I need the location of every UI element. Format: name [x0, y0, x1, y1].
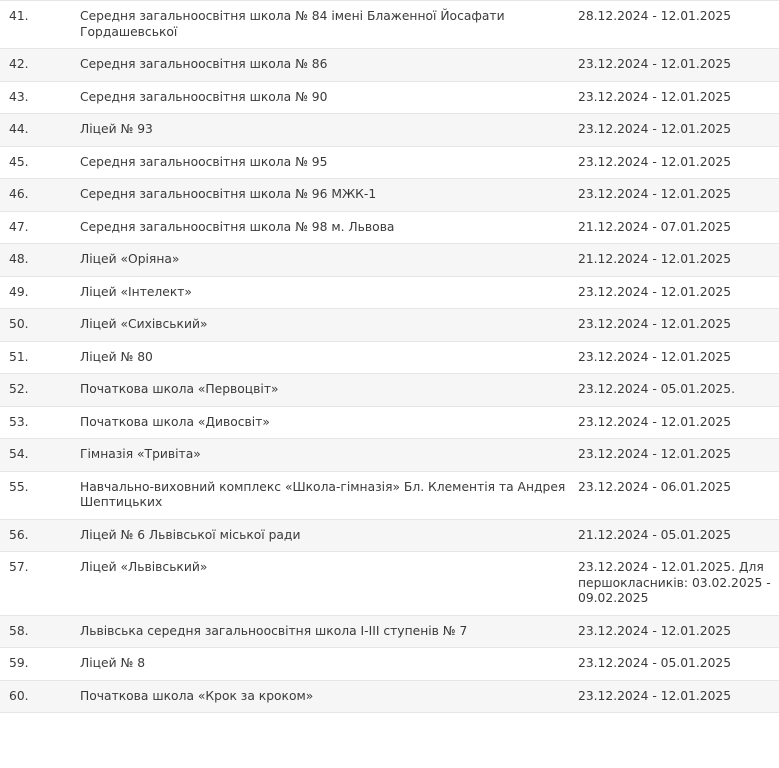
row-number: 41.: [0, 1, 80, 49]
table-row: [0, 276, 779, 309]
school-name: Ліцей «Інтелект»: [80, 276, 578, 309]
school-name: Середня загальноосвітня школа № 95: [80, 146, 578, 179]
school-name: Середня загальноосвітня школа № 90: [80, 81, 578, 114]
holiday-dates: 23.12.2024 - 12.01.2025: [578, 439, 779, 472]
table-row: [0, 179, 779, 212]
row-number: 53.: [0, 406, 80, 439]
row-number: 55.: [0, 471, 80, 519]
holiday-dates: 23.12.2024 - 12.01.2025: [578, 276, 779, 309]
holiday-dates: 23.12.2024 - 12.01.2025: [578, 406, 779, 439]
school-name: Ліцей № 93: [80, 114, 578, 147]
row-number: 54.: [0, 439, 80, 472]
table-row: [0, 519, 779, 552]
holiday-dates: 28.12.2024 - 12.01.2025: [578, 1, 779, 49]
row-number: 57.: [0, 552, 80, 616]
table-row: [0, 49, 779, 82]
row-number: 52.: [0, 374, 80, 407]
table-row: [0, 374, 779, 407]
holiday-dates: 21.12.2024 - 07.01.2025: [578, 211, 779, 244]
school-name: Ліцей № 8: [80, 648, 578, 681]
row-number: 48.: [0, 244, 80, 277]
table-row: [0, 81, 779, 114]
row-number: 60.: [0, 680, 80, 713]
row-number: 42.: [0, 49, 80, 82]
holiday-dates: 23.12.2024 - 12.01.2025: [578, 615, 779, 648]
school-name: Середня загальноосвітня школа № 98 м. Львова: [80, 211, 578, 244]
school-name: Початкова школа «Первоцвіт»: [80, 374, 578, 407]
school-name: Львівська середня загальноосвітня школа I-III ступенів № 7: [80, 615, 578, 648]
holiday-dates: 23.12.2024 - 05.01.2025: [578, 648, 779, 681]
row-number: 46.: [0, 179, 80, 212]
table-row: [0, 439, 779, 472]
holiday-dates: 23.12.2024 - 12.01.2025: [578, 179, 779, 212]
row-number: 44.: [0, 114, 80, 147]
holiday-dates: 23.12.2024 - 12.01.2025. Для першокласників: 03.02.2025 - 09.02.2025: [578, 552, 779, 616]
school-name: Початкова школа «Крок за кроком»: [80, 680, 578, 713]
row-number: 59.: [0, 648, 80, 681]
school-name: Гімназія «Тривіта»: [80, 439, 578, 472]
row-number: 43.: [0, 81, 80, 114]
table-row: [0, 680, 779, 713]
row-number: 51.: [0, 341, 80, 374]
table-row: [0, 552, 779, 616]
school-name: Середня загальноосвітня школа № 86: [80, 49, 578, 82]
school-name: Ліцей «Львівський»: [80, 552, 578, 616]
row-number: 50.: [0, 309, 80, 342]
table-row: [0, 146, 779, 179]
table-row: [0, 341, 779, 374]
holiday-dates: 23.12.2024 - 12.01.2025: [578, 114, 779, 147]
table-row: [0, 615, 779, 648]
row-number: 47.: [0, 211, 80, 244]
table-row: [0, 471, 779, 519]
table-row: [0, 211, 779, 244]
holiday-dates: 23.12.2024 - 12.01.2025: [578, 81, 779, 114]
table-row: [0, 244, 779, 277]
holiday-dates: 23.12.2024 - 12.01.2025: [578, 309, 779, 342]
row-number: 49.: [0, 276, 80, 309]
holiday-dates: 23.12.2024 - 12.01.2025: [578, 680, 779, 713]
holiday-dates: 23.12.2024 - 12.01.2025: [578, 49, 779, 82]
table-row: [0, 309, 779, 342]
school-name: Навчально-виховний комплекс «Школа-гімназія» Бл. Клементія та Андрея Шептицьких: [80, 471, 578, 519]
school-name: Середня загальноосвітня школа № 96 МЖК-1: [80, 179, 578, 212]
table-row: [0, 1, 779, 49]
row-number: 56.: [0, 519, 80, 552]
holiday-dates: 21.12.2024 - 05.01.2025: [578, 519, 779, 552]
table-row: [0, 406, 779, 439]
holiday-dates: 21.12.2024 - 12.01.2025: [578, 244, 779, 277]
school-name: Ліцей «Оріяна»: [80, 244, 578, 277]
holiday-dates: 23.12.2024 - 05.01.2025.: [578, 374, 779, 407]
school-name: Середня загальноосвітня школа № 84 імені Блаженної Йосафати Гордашевської: [80, 1, 578, 49]
table-body: [0, 1, 779, 713]
school-name: Початкова школа «Дивосвіт»: [80, 406, 578, 439]
holiday-dates: 23.12.2024 - 12.01.2025: [578, 146, 779, 179]
row-number: 45.: [0, 146, 80, 179]
school-name: Ліцей «Сихівський»: [80, 309, 578, 342]
school-name: Ліцей № 80: [80, 341, 578, 374]
table-row: [0, 114, 779, 147]
school-name: Ліцей № 6 Львівської міської ради: [80, 519, 578, 552]
holiday-dates: 23.12.2024 - 06.01.2025: [578, 471, 779, 519]
holiday-dates: 23.12.2024 - 12.01.2025: [578, 341, 779, 374]
table-row: [0, 648, 779, 681]
row-number: 58.: [0, 615, 80, 648]
